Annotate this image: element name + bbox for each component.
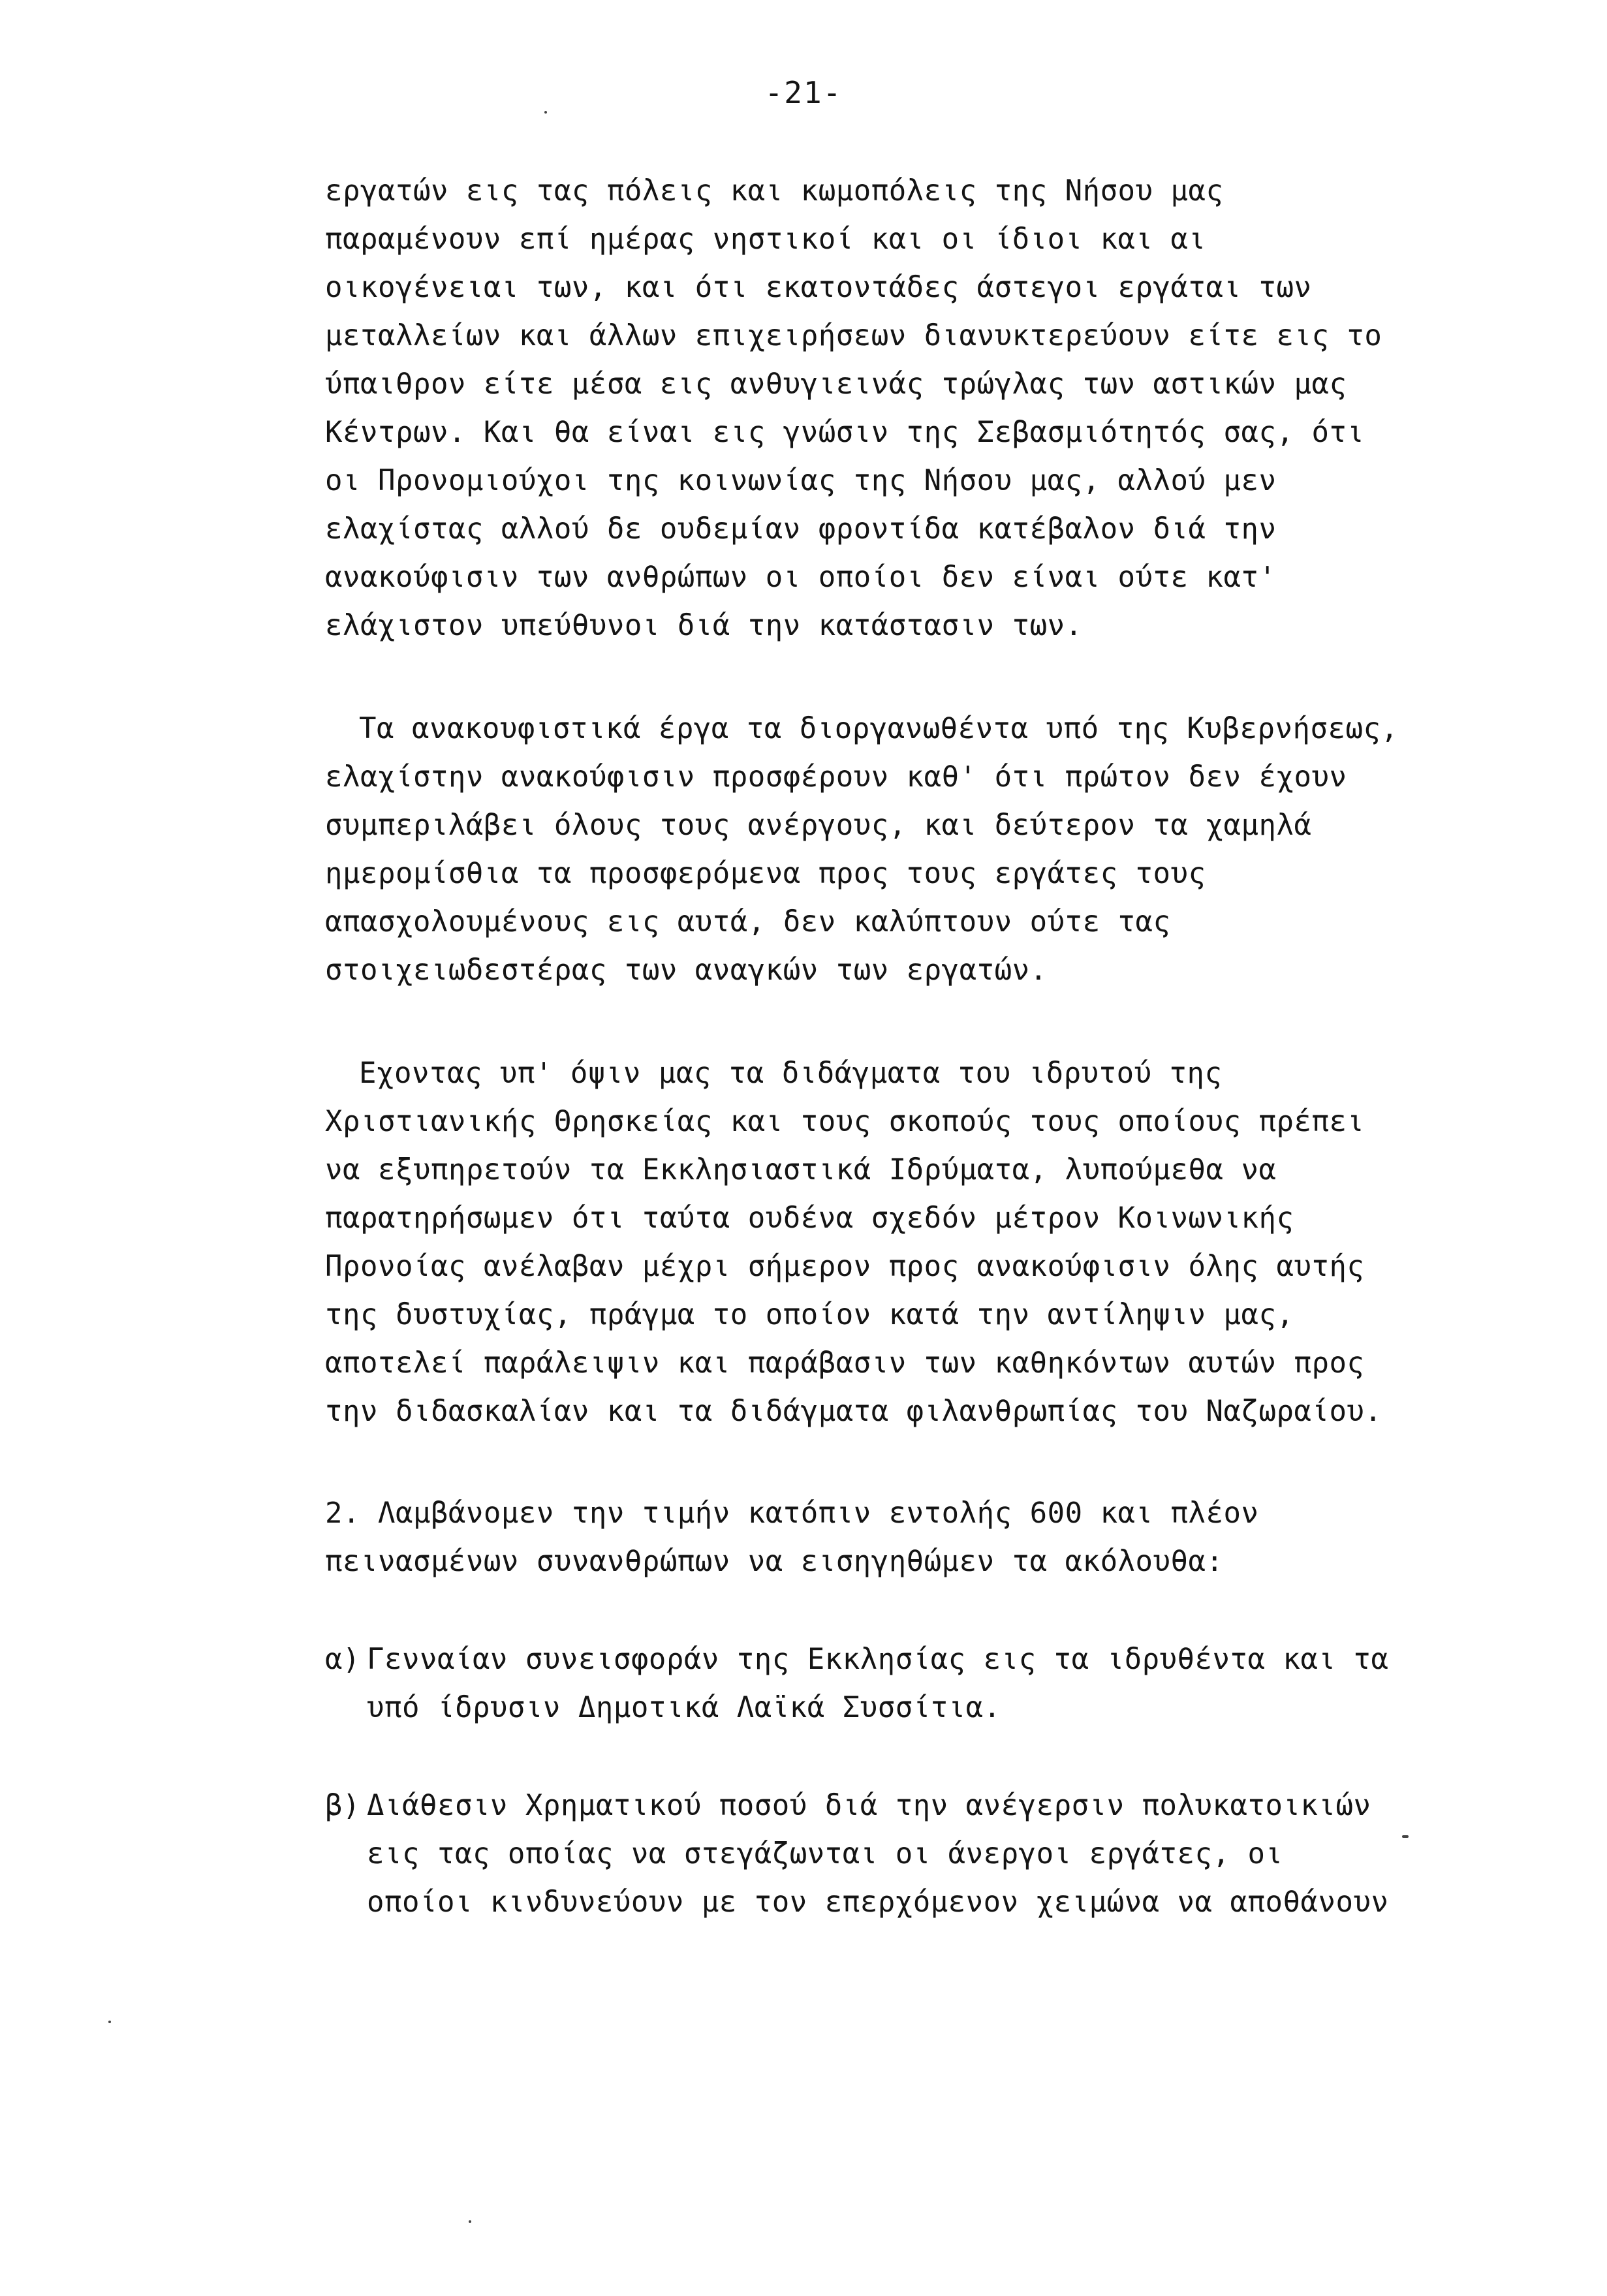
text-line: της δυστυχίας, πράγμα το οποίον κατά την αντίληψιν μας, bbox=[325, 1298, 1294, 1331]
paragraph-proposal-intro bbox=[325, 1489, 1356, 1586]
scan-speck bbox=[1402, 1835, 1409, 1838]
text-line: συμπεριλάβει όλους τους ανέργους, και δεύτερον τα χαμηλά bbox=[325, 809, 1312, 842]
text-line: Διάθεσιν Χρηματικού ποσού διά την ανέγερσιν πολυκατοικιών bbox=[367, 1789, 1371, 1822]
text-line: Κέντρων. Και θα είναι εις γνώσιν της Σεβασμιότητός σας, ότι bbox=[325, 416, 1365, 449]
scan-speck bbox=[469, 2220, 471, 2223]
text-line: πεινασμένων συνανθρώπων να εισηγηθώμεν τα ακόλουθα: bbox=[325, 1545, 1224, 1578]
text-line: απασχολουμένους εις αυτά, δεν καλύπτουν ούτε τας bbox=[325, 905, 1171, 939]
text-line: να εξυπηρετούν τα Εκκλησιαστικά Ιδρύματα, λυπούμεθα να bbox=[325, 1153, 1277, 1187]
text-line: Προνοίας ανέλαβαν μέχρι σήμερον προς ανακούφισιν όλης αυτής bbox=[325, 1250, 1365, 1283]
scan-speck bbox=[544, 111, 547, 114]
list-item-body bbox=[367, 1636, 1388, 1732]
text-line: 2. Λαμβάνομεν την τιμήν κατόπιν εντολής 600 και πλέον bbox=[325, 1497, 1259, 1530]
text-line: Χριστιανικής Θρησκείας και τους σκοπούς τους οποίους πρέπει bbox=[325, 1105, 1365, 1138]
text-line: ανακούφισιν των ανθρώπων οι οποίοι δεν είναι ούτε κατ' bbox=[325, 561, 1277, 594]
text-line: εις τας οποίας να στεγάζωνται οι άνεργοι εργάτες, οι bbox=[367, 1837, 1283, 1870]
text-line: παρατηρήσωμεν ότι ταύτα ουδένα σχεδόν μέτρον Κοινωνικής bbox=[325, 1202, 1294, 1235]
text-line: οποίοι κινδυνεύουν με τον επερχόμενον χειμώνα να αποθάνουν bbox=[367, 1885, 1389, 1919]
text-line: παραμένουν επί ημέρας νηστικοί και οι ίδιοι και αι bbox=[325, 223, 1206, 256]
text-line: μεταλλείων και άλλων επιχειρήσεων διανυκτερεύουν είτε εις το bbox=[325, 319, 1382, 352]
list-item-body bbox=[367, 1782, 1388, 1927]
scan-speck bbox=[108, 2021, 111, 2023]
text-line: οι Προνομιούχοι της κοινωνίας της Νήσου μας, αλλού μεν bbox=[325, 464, 1277, 497]
text-line: ελαχίστας αλλού δε ουδεμίαν φροντίδα κατέβαλον διά την bbox=[325, 512, 1277, 546]
paragraph-relief-works bbox=[325, 705, 1399, 995]
text-line: Τα ανακουφιστικά έργα τα διοργανωθέντα υπό της Κυβερνήσεως, bbox=[359, 712, 1399, 745]
text-line: ημερομίσθια τα προσφερόμενα προς τους εργάτες τους bbox=[325, 857, 1206, 890]
text-line: Γενναίαν συνεισφοράν της Εκκλησίας εις τα ιδρυθέντα και τα bbox=[367, 1643, 1389, 1676]
paragraph-church-institutions bbox=[325, 1049, 1382, 1436]
page-number: -21- bbox=[764, 75, 843, 110]
text-line: στοιχειωδεστέρας των αναγκών των εργατών. bbox=[325, 954, 1048, 987]
text-line: Εχοντας υπ' όψιν μας τα διδάγματα του ιδρυτού της bbox=[359, 1057, 1223, 1090]
paragraph-continuation bbox=[325, 167, 1382, 650]
text-line: υπό ίδρυσιν Δημοτικά Λαϊκά Συσσίτια. bbox=[367, 1691, 1001, 1724]
list-marker: β) bbox=[325, 1789, 360, 1822]
text-line: ύπαιθρον είτε μέσα εις ανθυγιεινάς τρώγλας των αστικών μας bbox=[325, 367, 1347, 401]
text-line: εργατών εις τας πόλεις και κωμοπόλεις της Νήσου μας bbox=[325, 174, 1224, 208]
list-marker: α) bbox=[325, 1643, 360, 1676]
text-line: ελάχιστον υπεύθυνοι διά την κατάστασιν των. bbox=[325, 609, 1083, 642]
text-line: την διδασκαλίαν και τα διδάγματα φιλανθρωπίας του Ναζωραίου. bbox=[325, 1395, 1382, 1428]
text-line: αποτελεί παράλειψιν και παράβασιν των καθηκόντων αυτών προς bbox=[325, 1346, 1365, 1380]
text-line: ελαχίστην ανακούφισιν προσφέρουν καθ' ότι πρώτον δεν έχουν bbox=[325, 760, 1347, 794]
text-line: οικογένειαι των, και ότι εκατοντάδες άστεγοι εργάται των bbox=[325, 271, 1312, 304]
